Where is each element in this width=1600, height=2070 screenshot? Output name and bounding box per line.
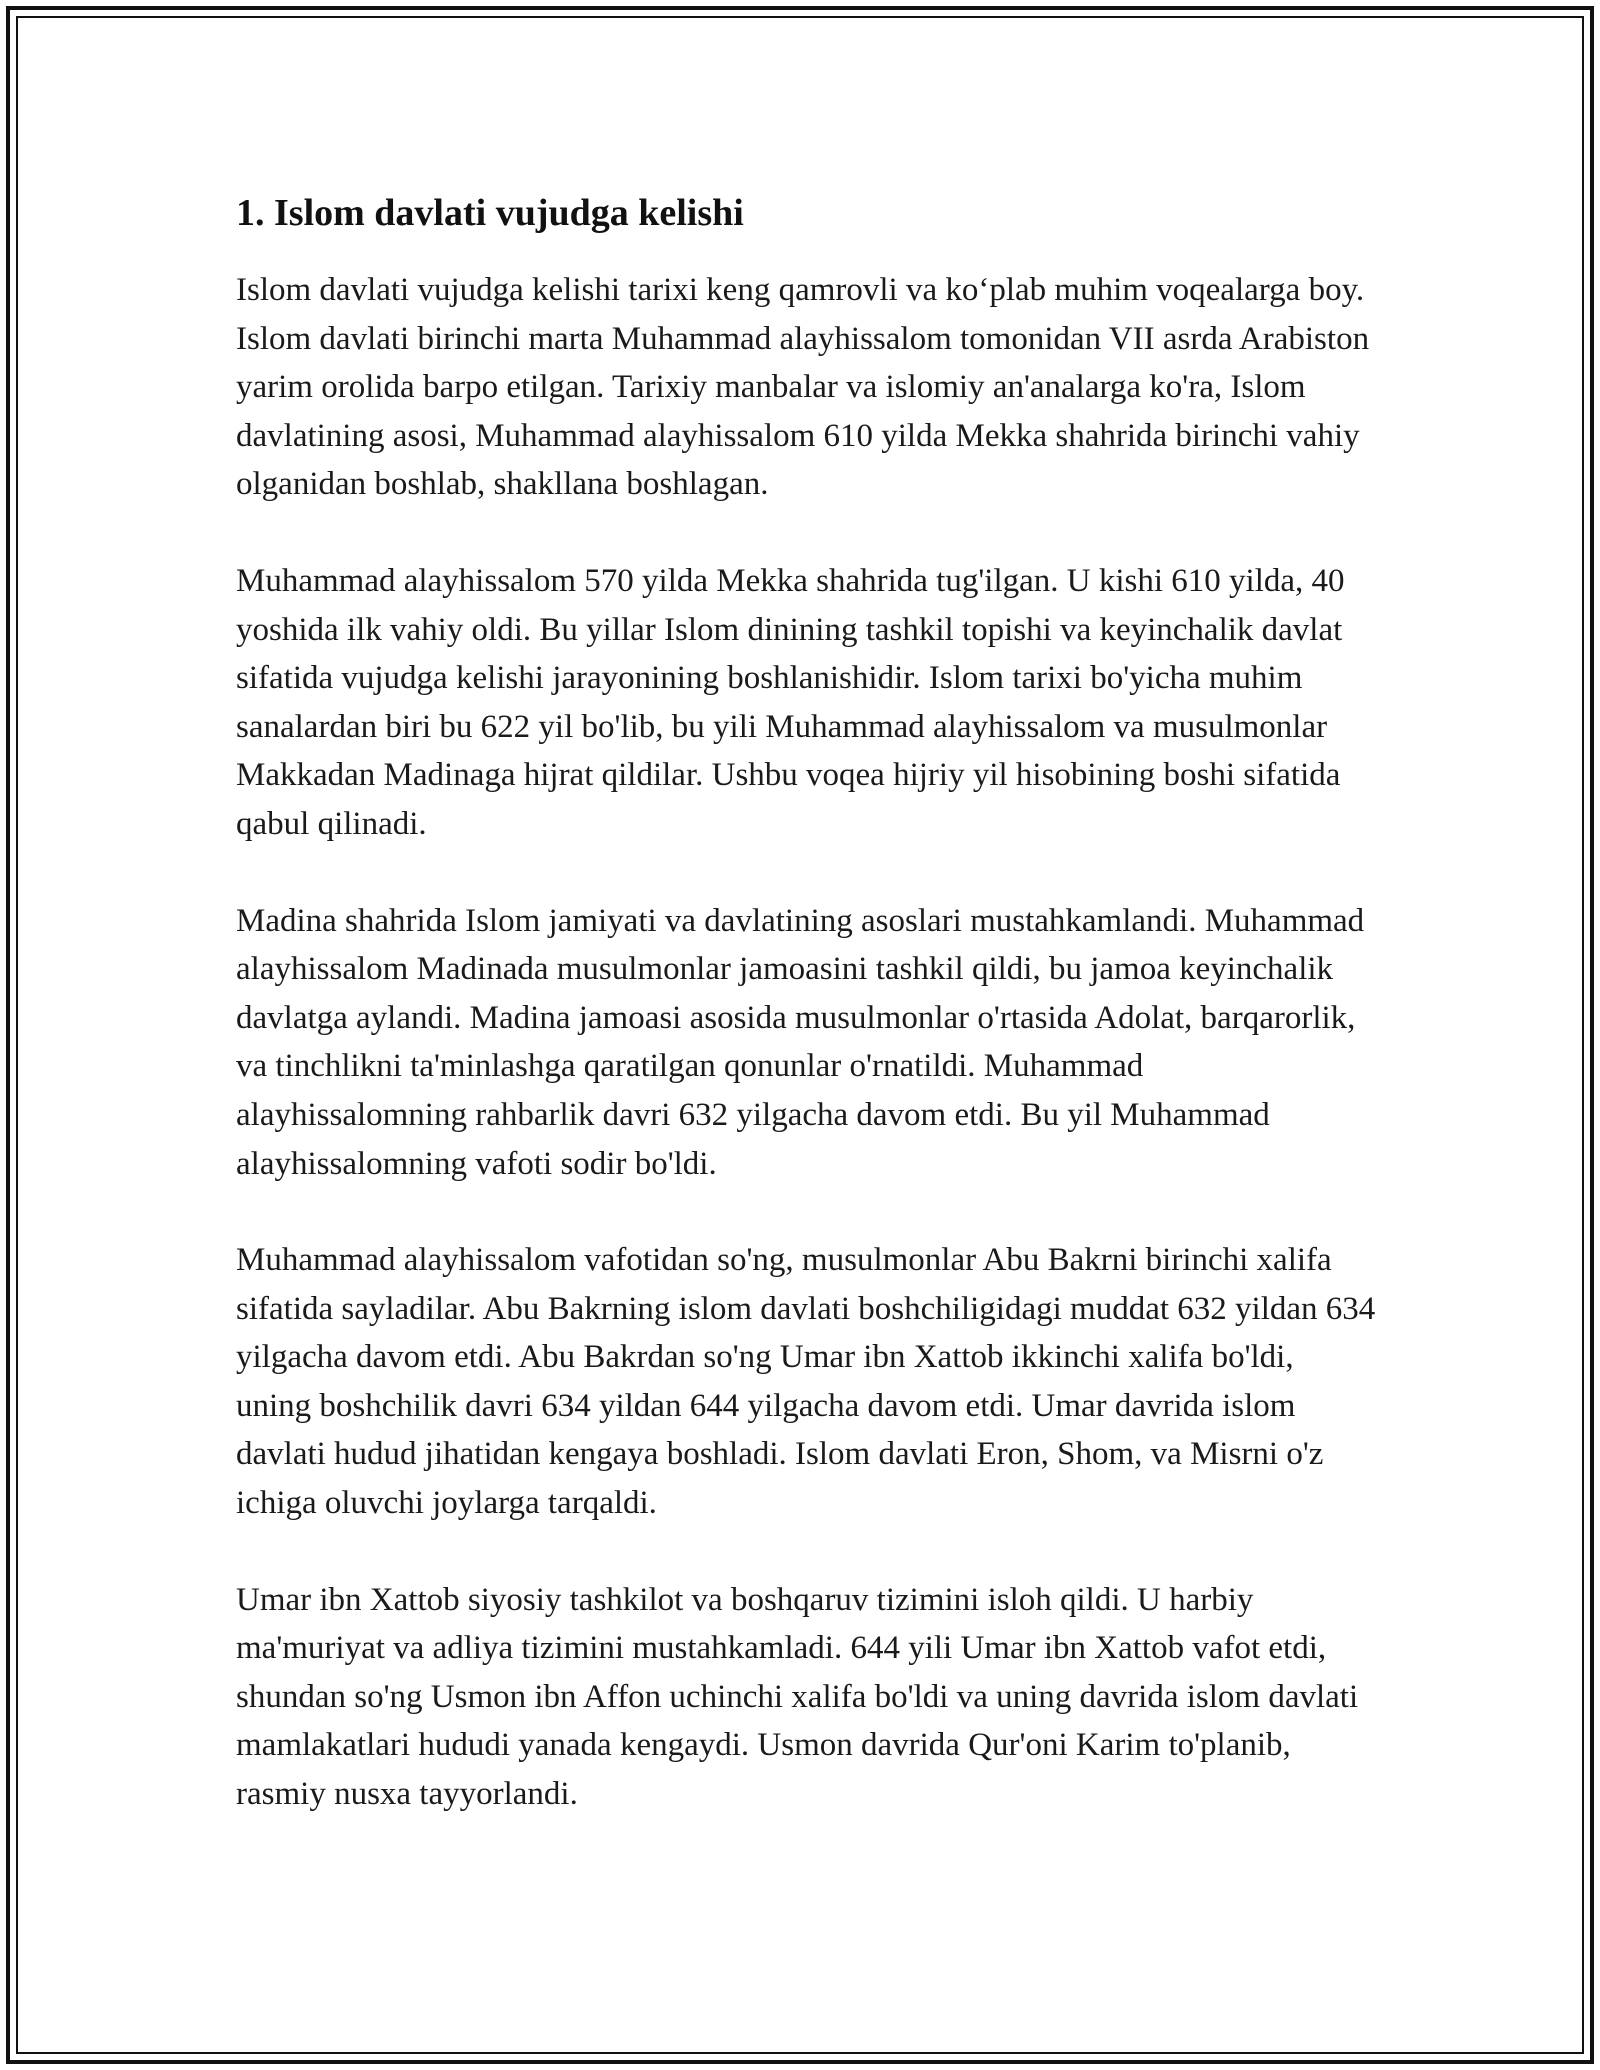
paragraph-2: Muhammad alayhissalom 570 yilda Mekka shahrida tug'ilgan. U kishi 610 yilda, 40 yoshida ilk vahiy oldi. Bu yillar Islom dinining tashkil topishi va keyinchalik davlat sifatida vujudga kelishi jarayonining boshlanishidir. Islom tarixi bo'yicha muhim sanalardan biri bu 622 yil bo'lib, bu yili Muhammad alayhissalom va musulmonlar Makkadan Madinaga hijrat qildilar. Ushbu voqea hijriy yil hisobining boshi sifatida qabul qilinadi. [236, 562, 1345, 842]
section-title: 1. Islom davlati vujudga kelishi [236, 192, 744, 234]
paragraph-4: Muhammad alayhissalom vafotidan so'ng, musulmonlar Abu Bakrni birinchi xalifa sifatida sayladilar. Abu Bakrning islom davlati boshchiligidagi muddat 632 yildan 634 yilgacha davom etdi. Abu Bakrdan so'ng Umar ibn Xattob ikkinchi xalifa bo'ldi, uning boshchilik davri 634 yildan 644 yilgacha davom etdi. Umar davrida islom davlati hudud jihatidan kengaya boshladi. Islom davlati Eron, Shom, va Misrni o'z ichiga oluvchi joylarga tarqaldi. [236, 1242, 1376, 1522]
document-body [236, 184, 1376, 1819]
paragraph-1: Islom davlati vujudga kelishi tarixi keng qamrovli va ko‘plab muhim voqealarga boy. Islom davlati birinchi marta Muhammad alayhissalom tomonidan VII asrda Arabiston yarim orolida barpo etilgan. Tarixiy manbalar va islomiy an'analarga ko'ra, Islom davlatining asosi, Muhammad alayhissalom 610 yilda Mekka shahrida birinchi vahiy olganidan boshlab, shakllana boshlagan. [236, 272, 1370, 503]
paragraph-5: Umar ibn Xattob siyosiy tashkilot va boshqaruv tizimini isloh qildi. U harbiy ma'muriyat va adliya tizimini mustahkamladi. 644 yili Umar ibn Xattob vafot etdi, shundan so'ng Usmon ibn Affon uchinchi xalifa bo'ldi va uning davrida islom davlati mamlakatlari hududi yanada kengaydi. Usmon davrida Qur'oni Karim to'planib, rasmiy nusxa tayyorlandi. [236, 1581, 1359, 1813]
paragraph-3: Madina shahrida Islom jamiyati va davlatining asoslari mustahkamlandi. Muhammad alayhissalom Madinada musulmonlar jamoasini tashkil qildi, bu jamoa keyinchalik davlatga aylandi. Madina jamoasi asosida musulmonlar o'rtasida Adolat, barqarorlik, va tinchlikni ta'minlashga qaratilgan qonunlar o'rnatildi. Muhammad alayhissalomning rahbarlik davri 632 yilgacha davom etdi. Bu yil Muhammad alayhissalomning vafoti sodir bo'ldi. [236, 902, 1365, 1182]
